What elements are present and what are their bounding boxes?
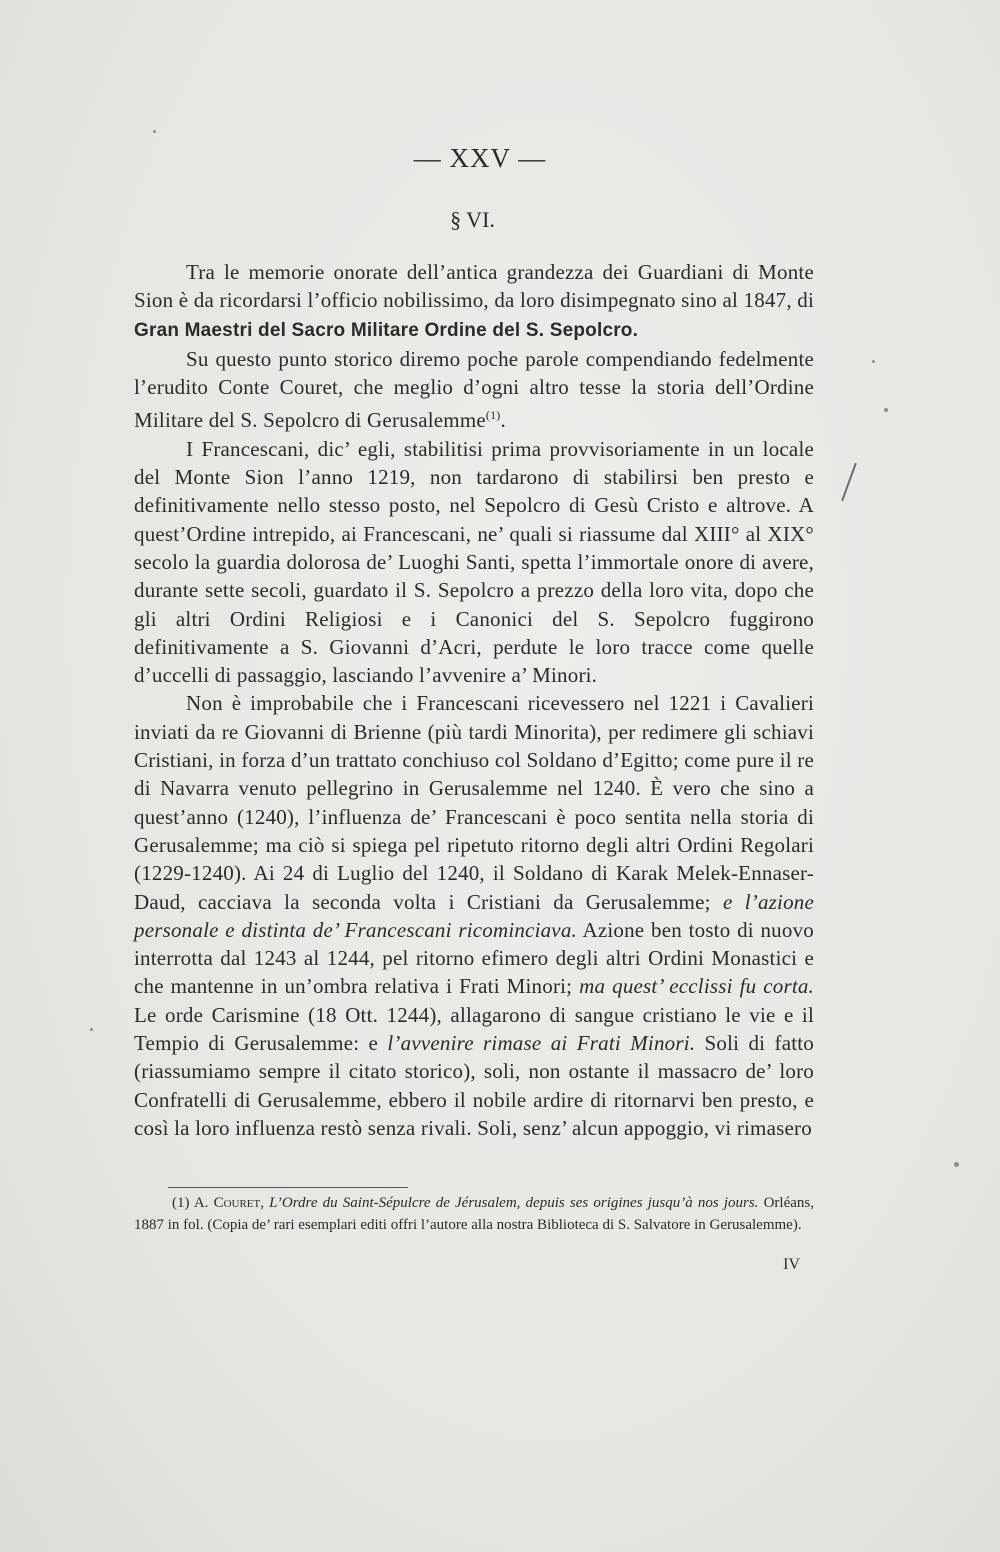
italic-phrase: e l’azione personale e distinta de’ Francescani ricominciava. [134,889,814,942]
paragraph [134,435,814,690]
italic-phrase: ma quest’ ecclissi fu corta. [579,974,815,999]
text-run: Tra le memorie onorate dell’antica grandezza dei Guardiani di Monte Sion è da ricordarsi l’officio nobilissimo, da loro disimpegnato sino al 1847, di [134,260,814,313]
footnote-text: Orléans, 1887 in fol. (Copia de’ rari esemplari editi offri l’autore alla nostra Biblioteca di S. Salvatore in Gerusalemme). [134,1195,814,1233]
paragraph [134,689,814,1142]
paper-speck [872,360,875,363]
paragraph [134,258,814,345]
section-heading: § VI. [450,207,495,232]
text-run: I Francescani, dic’ egli, stabilitisi prima provvisoriamente in un locale del Monte Sion l’anno 1219, non tardarono di stabilirsi ben presto e definitivamente nello stesso posto, nel Sepolcro di Gesù Cristo e altrove. A quest’Ordine intrepido, ai Francescani, ne’ quali si riassume dal XIII° al XIX° secolo la guardia dolorosa de’ Luoghi Santi, spetta l’immortale onore di avere, durante sette secoli, guardato il S. Sepolcro a prezzo della loro vita, dopo che gli altri Ordini Religiosi e i Canonici del S. Sepolcro fuggirono definitivamente a S. Giovanni d’Acri, perdute le loro tracce come quelle d’uccelli di passaggio, lasciando l’avvenire a’ Minori. [134,436,814,688]
page-number: — XXV — [413,143,547,173]
pencil-mark [841,463,857,501]
signature-mark: IV [783,1256,800,1273]
text-run: Le orde Carismine (18 Ott. 1244), allagarono di sangue cristiano le vie e il Tempio di Gerusalemme: e [134,1002,814,1056]
paragraph [134,345,814,435]
footnote-reference: (1) [485,408,501,423]
text-run: Non è improbabile che i Francescani ricevessero nel 1221 i Cavalieri inviati da re Giovanni di Brienne (più tardi Minorita), per redimere gli schiavi Cristiani, in forza d’un trattato conchiuso col Soldano d’Egitto; come pure il re di Navarra venuto pellegrino in Gerusalemme nel 1240. È vero che sino a quest’anno (1240), l’influenza de’ Francescani è poco sentita nella storia di Gerusalemme; ma ciò si spiega pel ripetuto ritorno degli altri Ordini Regolari (1229-1240). Ai 24 di Luglio del 1240, il Soldano di Karak Melek-Ennaser-Daud, cacciava la seconda volta i Cristiani da Gerusalemme; [134,691,814,914]
paper-speck [153,130,156,133]
footnotes [134,1193,814,1236]
footnote-marker: (1) A. [172,1195,214,1211]
main-text [134,258,814,1142]
text-run: Soli di fatto (riassumiamo sempre il citato storico), soli, non ostante il massacro de’ loro Confratelli di Gerusalemme, ebbero il nobile ardire di ritornarvi ben presto, e così la loro influenza restò senza rivali. Soli, senz’ alcun appoggio, vi rimasero [134,1031,814,1140]
text-run: Su questo punto storico diremo poche parole compendiando fedelmente l’erudito Conte Couret, che meglio d’ogni altro tesse la storia dell’Ordine Militare del S. Sepolcro di Gerusalemme [134,346,814,433]
text-run: Azione ben tosto di nuovo interrotta dal 1243 al 1244, pel ritorno efimero degli altri Ordini Monastici e che mantenne in un’ombra relativa i Frati Minori; [134,917,814,999]
footnote-separator: , [260,1195,270,1211]
footnote-author: Couret [213,1195,261,1211]
paper-speck [884,408,888,412]
footnote-title: L’Ordre du Saint-Sépulcre de Jérusalem, depuis ses origines jusqu’à nos jours. [269,1195,759,1211]
paper-speck [954,1162,959,1167]
footnote [134,1193,814,1236]
footnote-divider [168,1187,408,1188]
text-run: . [500,408,506,433]
paper-speck [90,1028,93,1031]
bold-phrase: Gran Maestri del Sacro Militare Ordine del S. Sepolcro. [134,319,639,341]
italic-phrase: l’avvenire rimase ai Frati Minori. [387,1031,696,1056]
